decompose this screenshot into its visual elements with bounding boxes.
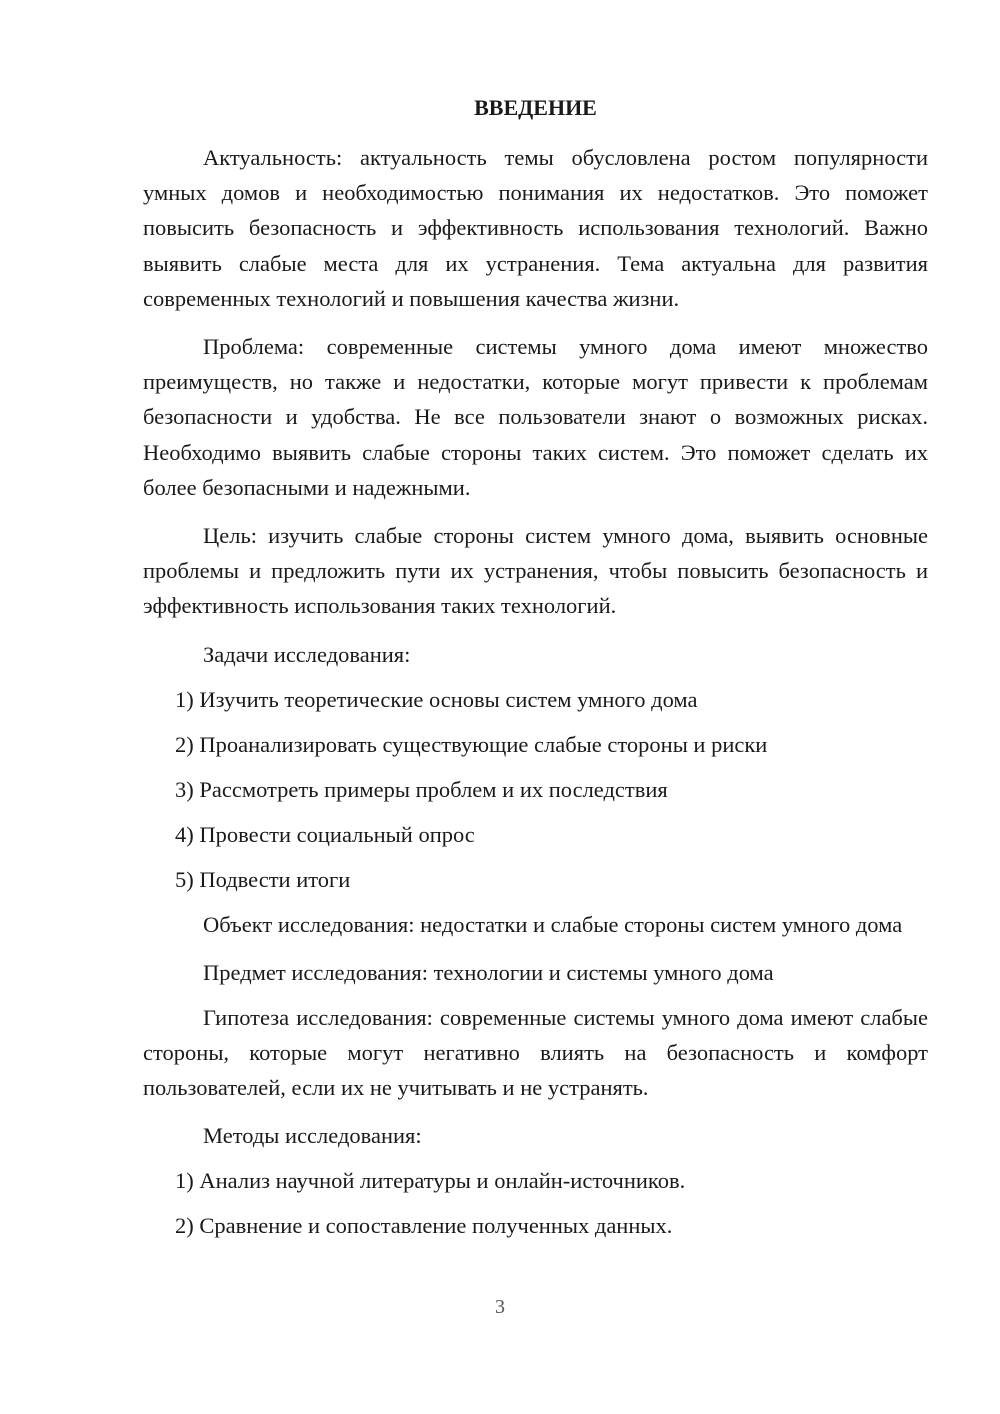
page-number: 3	[495, 1296, 505, 1318]
task-item: 5) Подвести итоги	[175, 866, 351, 892]
subject-paragraph: Предмет исследования: технологии и системы умного дома	[203, 959, 774, 985]
method-item: 2) Сравнение и сопоставление полученных данных.	[175, 1213, 673, 1239]
task-item: 1) Изучить теоретические основы систем умного дома	[175, 686, 698, 712]
task-item: 4) Провести социальный опрос	[175, 821, 475, 847]
methods-heading: Методы исследования:	[203, 1123, 422, 1149]
tasks-heading: Задачи исследования:	[203, 641, 411, 667]
task-item: 3) Рассмотреть примеры проблем и их последствия	[175, 776, 668, 802]
document-page	[143, 90, 928, 1253]
object-paragraph: Объект исследования: недостатки и слабые стороны систем умного дома	[203, 911, 903, 937]
task-item: 2) Проанализировать существующие слабые стороны и риски	[175, 731, 768, 757]
goal-paragraph: Цель: изучить слабые стороны систем умного дома, выявить основные проблемы и предложить пути их устранения, чтобы повысить безопасность и эффективность использования таких технологий.	[143, 523, 928, 619]
method-item: 1) Анализ научной литературы и онлайн-источников.	[175, 1168, 686, 1194]
relevance-paragraph: Актуальность: актуальность темы обусловлена ростом популярности умных домов и необходимостью понимания их недостатков. Это поможет повысить безопасность и эффективность использования технологий. Важно выявить слабые места для их устранения. Тема актуальна для развития современных технологий и повышения качества жизни.	[143, 145, 928, 311]
problem-paragraph: Проблема: современные системы умного дома имеют множество преимуществ, но также и недостатки, которые могут привести к проблемам безопасности и удобства. Не все пользователи знают о возможных рисках. Необходимо выявить слабые стороны таких систем. Это поможет сделать их более безопасными и надежными.	[143, 334, 928, 500]
hypothesis-paragraph: Гипотеза исследования: современные системы умного дома имеют слабые стороны, которые могут негативно влиять на безопасность и комфорт пользователей, если их не учитывать и не устранять.	[143, 1004, 928, 1101]
section-title: ВВЕДЕНИЕ	[474, 95, 597, 120]
